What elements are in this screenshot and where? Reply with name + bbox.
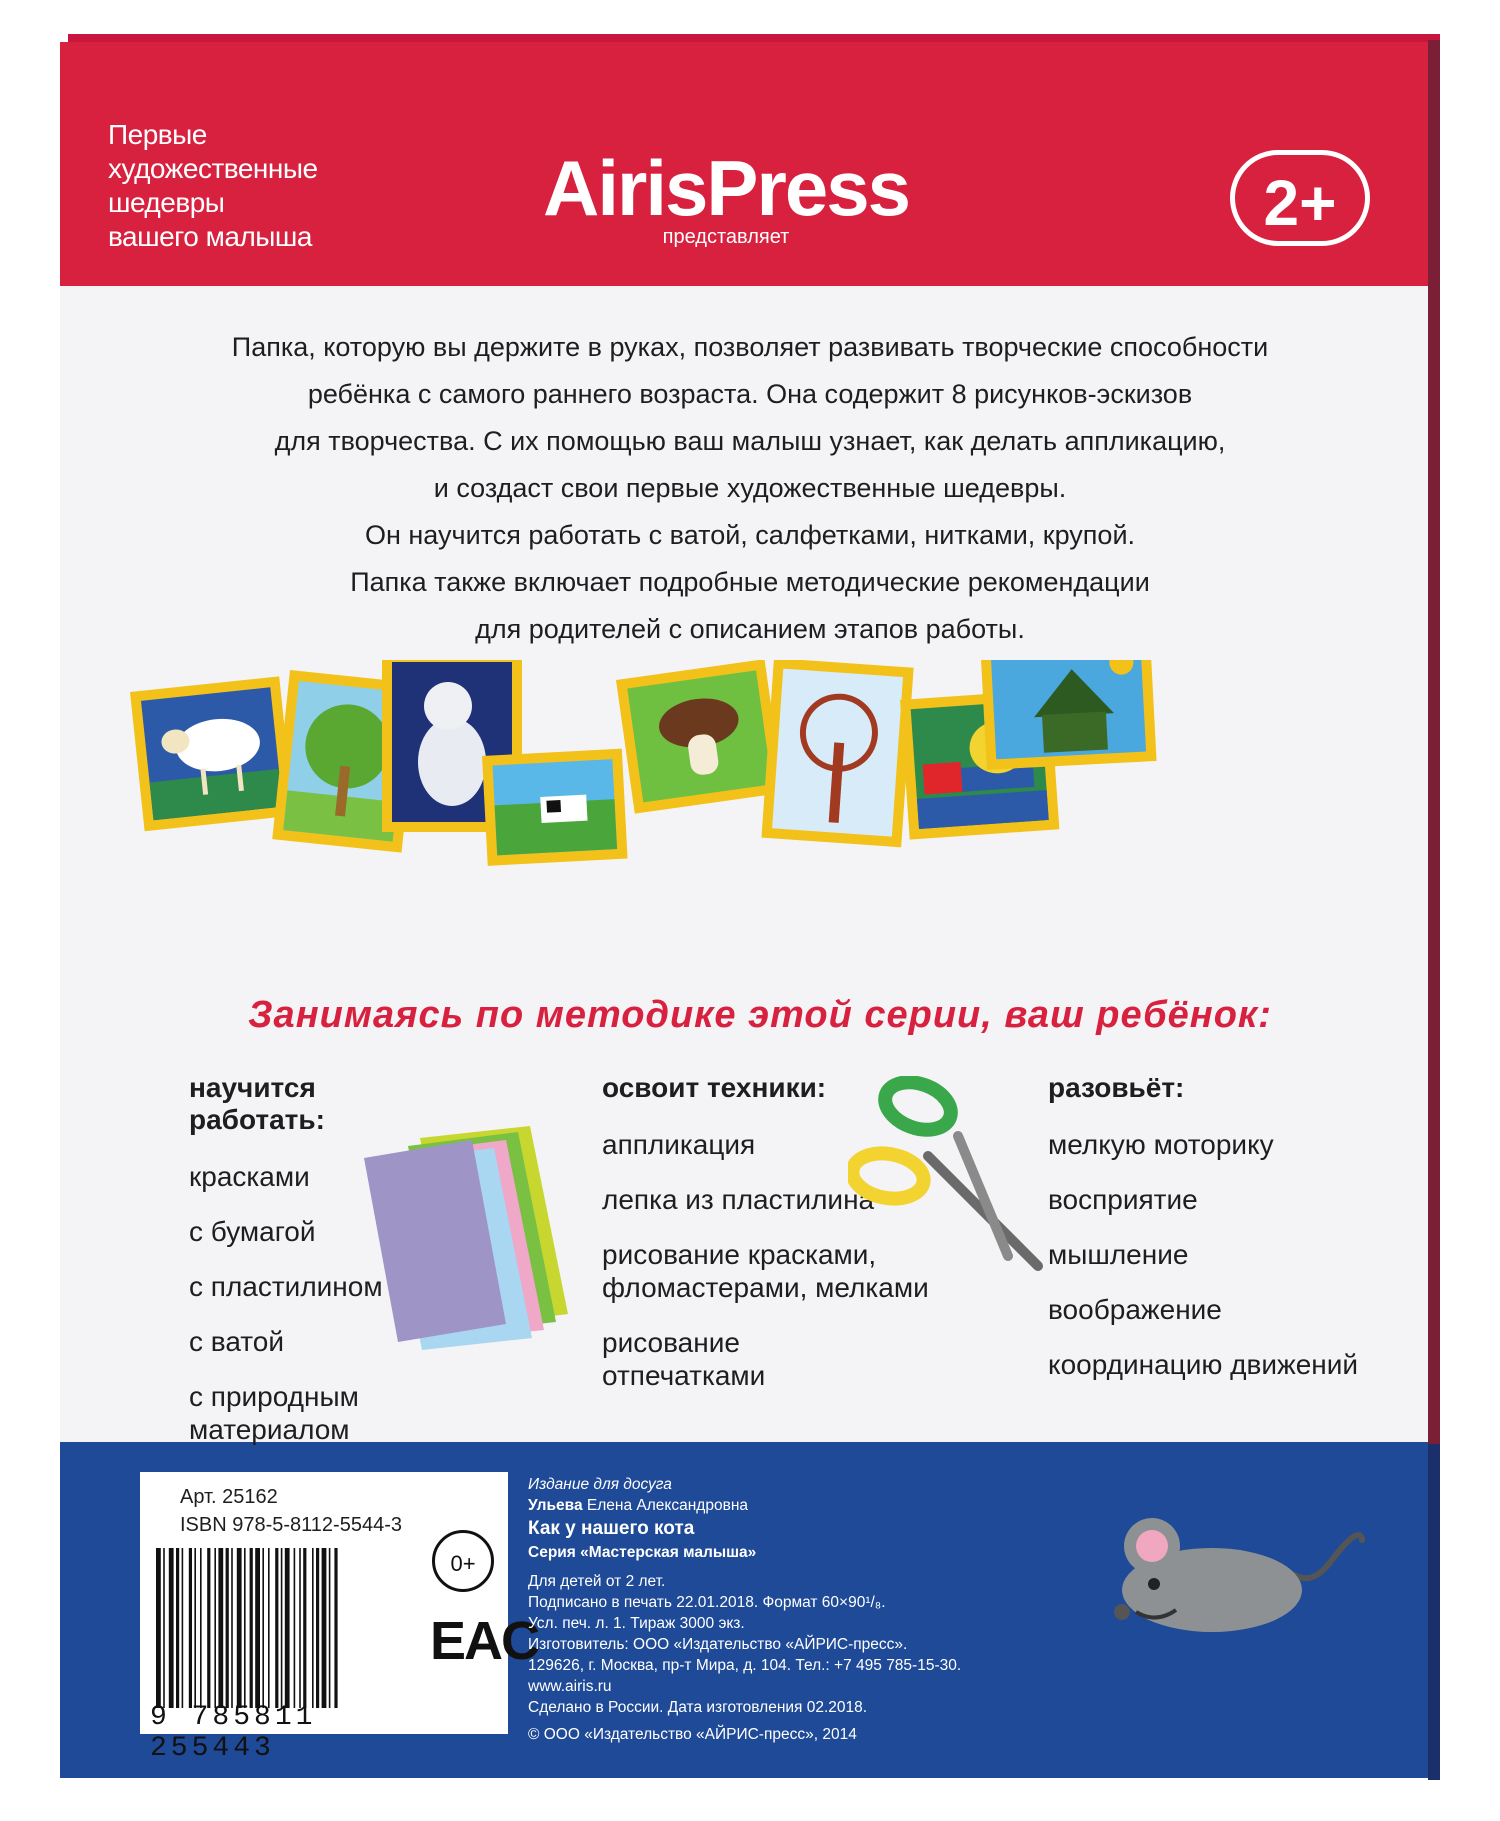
age-rating-badge: 0+ [432,1530,494,1592]
barcode-bar [231,1548,233,1708]
craft-cow-image [482,749,628,866]
column-title: научится работать: [189,1072,325,1135]
barcode-bar [200,1548,202,1708]
list-item: с природным материалом [189,1381,359,1445]
description-line: для творчества. С их помощью ваш малыш узнает, как делать аппликацию, [274,426,1226,456]
barcode-bar [312,1548,314,1708]
description [200,324,1300,653]
column-title: освоит техники: [602,1072,827,1103]
list-item: воображение [1048,1294,1222,1325]
imprint-line: www.airis.ru [528,1678,612,1695]
list-item: рисование отпечатками [602,1327,766,1391]
imprint-edition: Издание для досуга [528,1476,672,1493]
barcode-bar [156,1548,161,1708]
list-item: мелкую моторику [1048,1129,1274,1160]
barcode-bar [329,1548,331,1708]
imprint-title: Как у нашего кота [528,1518,695,1539]
imprint-line: Изготовитель: ООО «Издательство «АЙРИС-пресс». [528,1636,908,1653]
box-side-edge-blue [1428,1444,1440,1780]
barcode-bar [244,1548,246,1708]
barcode-bar [268,1548,270,1708]
barcode-bar [226,1548,229,1708]
barcode-bar [322,1548,327,1708]
list-item: восприятие [1048,1184,1198,1215]
imprint-series: Серия «Мастерская малыша» [528,1544,757,1561]
scissors-icon [848,1076,1048,1276]
imprint-line: Сделано в России. Дата изготовления 02.2018. [528,1699,868,1716]
barcode-bar [194,1548,196,1708]
barcode-bar [214,1548,216,1708]
list-item: рисование красками, фломастерами, мелками [602,1239,929,1303]
list-item: с бумагой [189,1216,316,1247]
craft-examples-strip [130,660,1380,960]
list-item: с ватой [189,1326,285,1357]
description-line: и создаст свои первые художественные шедевры. [433,473,1067,503]
barcode-bar [299,1548,301,1708]
description-line: Он научится работать с ватой, салфетками, нитками, крупой. [364,520,1136,550]
barcode-bar [218,1548,223,1708]
barcode-bar [182,1548,184,1708]
description-line: Папка также включает подробные методические рекомендации [350,567,1150,597]
imprint-line: Усл. печ. л. 1. Тираж 3000 экз. [528,1615,745,1632]
craft-winter-tree-image [761,660,913,847]
barcode-bar [255,1548,260,1708]
barcode-bar [275,1548,278,1708]
list-item: красками [189,1161,310,1192]
list-item: мышление [1048,1239,1189,1270]
list-item: лепка из пластилина [602,1184,875,1215]
eac-mark: EAC [430,1611,539,1671]
imprint-line: Для детей от 2 лет. [528,1573,666,1590]
colored-paper-icon [360,1118,580,1358]
craft-sheep-image [130,676,294,831]
method-heading: Занимаясь по методике этой серии, ваш ребёнок: [248,994,1272,1036]
barcode-bar [169,1548,174,1708]
column-development [1048,1072,1388,1403]
column-title: разовьёт: [1048,1072,1185,1103]
description-line: Папка, которую вы держите в руках, позволяет развивать творческие способности [231,332,1269,362]
imprint-line: © ООО «Издательство «АЙРИС-пресс», 2014 [528,1726,857,1743]
isbn: ISBN 978-5-8112-5544-3 [180,1514,402,1536]
barcode-bar [250,1548,253,1708]
series-tagline: Первые художественные шедевры вашего малыша [108,119,318,252]
imprint-author-name: Елена Александровна [582,1497,748,1514]
craft-mushroom-image [616,660,783,814]
age-badge: 2+ [1230,150,1370,246]
barcode-bar [303,1548,306,1708]
barcode-bar [176,1548,179,1708]
imprint [528,1474,1008,1745]
brand-logo: AirisPress [543,144,909,232]
list-item: с пластилином [189,1271,383,1302]
description-line: ребёнка с самого раннего возраста. Она содержит 8 рисунков-эскизов [307,379,1193,409]
barcode-bar [334,1548,337,1708]
barcode-bar [163,1548,165,1708]
article-number: Арт. 25162 [180,1486,278,1508]
barcode-bar [189,1548,192,1708]
barcode-bar [281,1548,283,1708]
barcode-bar [285,1548,290,1708]
imprint-line: Подписано в печать 22.01.2018. Формат 60×90¹/₈. [528,1594,886,1611]
imprint-line: 129626, г. Москва, пр-т Мира, д. 104. Тел.: +7 495 785-15-30. [528,1657,962,1674]
barcode-bar [294,1548,296,1708]
list-item: координацию движений [1048,1349,1359,1380]
list-item: аппликация [602,1129,756,1160]
brand-subtitle: представляет [662,226,790,248]
barcode-bar [237,1548,242,1708]
barcode [156,1548,402,1708]
description-line: для родителей с описанием этапов работы. [475,614,1025,644]
barcode-bar [207,1548,210,1708]
barcode-bar [262,1548,264,1708]
imprint-author-surname: Ульева [528,1497,583,1514]
craft-house-image [980,660,1157,770]
barcode-digits: 9 785811 255443 [150,1702,317,1764]
mouse-icon [1092,1500,1372,1640]
barcode-bar [316,1548,319,1708]
imprint-author [528,1495,1008,1516]
